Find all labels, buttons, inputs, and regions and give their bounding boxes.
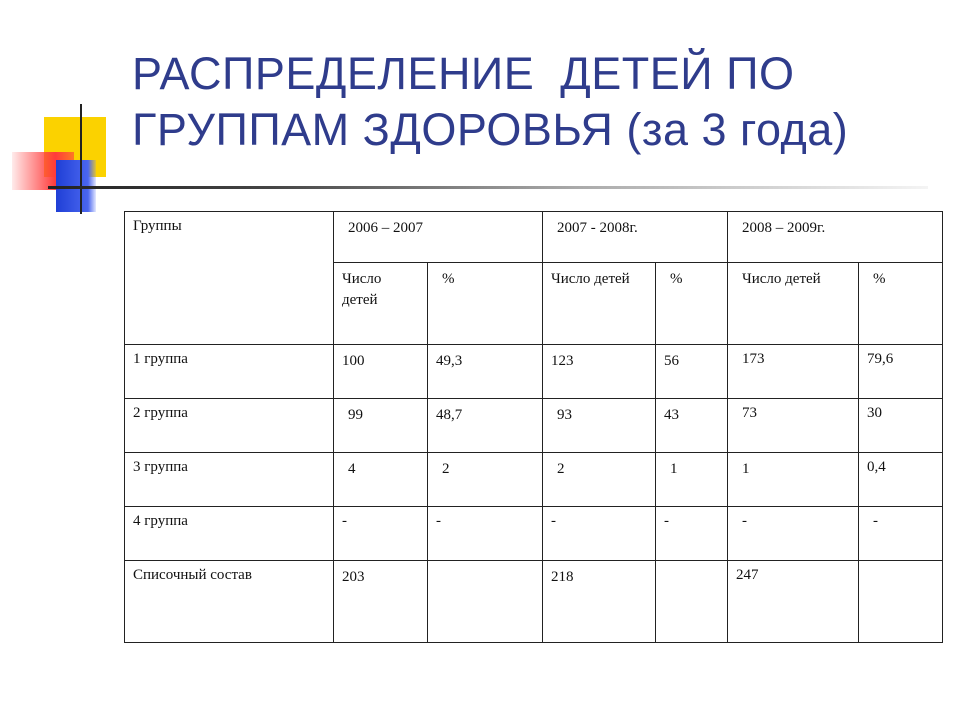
cell-count-3: 247 [728, 561, 859, 643]
slide-title-line-1: РАСПРЕДЕЛЕНИЕ ДЕТЕЙ ПО [132, 48, 795, 99]
cell-count-3: 173 [728, 345, 859, 399]
row-label: 1 группа [125, 345, 334, 399]
cell-pct-2 [656, 561, 728, 643]
subheader-count-3: Число детей [728, 263, 859, 345]
cell-pct-3 [859, 561, 943, 643]
cell-count-2: 2 [543, 453, 656, 507]
subheader-count-2: Число детей [543, 263, 656, 345]
row-label: 4 группа [125, 507, 334, 561]
cell-pct-3: 79,6 [859, 345, 943, 399]
cell-pct-1: 48,7 [428, 399, 543, 453]
cell-count-2: 218 [543, 561, 656, 643]
table-row [125, 345, 943, 399]
cell-pct-1: - [428, 507, 543, 561]
header-year-1: 2006 – 2007 [334, 212, 543, 263]
title-underline [48, 186, 928, 189]
cell-pct-1: 2 [428, 453, 543, 507]
cell-count-2: - [543, 507, 656, 561]
table-row [125, 561, 943, 643]
cell-count-3: 1 [728, 453, 859, 507]
cell-count-3: - [728, 507, 859, 561]
cell-count-1: 203 [334, 561, 428, 643]
cell-count-1: 100 [334, 345, 428, 399]
cell-count-3: 73 [728, 399, 859, 453]
slide-title-line-2: ГРУППАМ ЗДОРОВЬЯ (за 3 года) [132, 104, 849, 155]
cell-pct-3: 30 [859, 399, 943, 453]
table-row [125, 507, 943, 561]
table-header-row [125, 212, 943, 263]
cell-pct-1: 49,3 [428, 345, 543, 399]
cell-count-1: 99 [334, 399, 428, 453]
cell-pct-2: 56 [656, 345, 728, 399]
cell-count-2: 93 [543, 399, 656, 453]
cell-count-2: 123 [543, 345, 656, 399]
row-label: 2 группа [125, 399, 334, 453]
row-label: 3 группа [125, 453, 334, 507]
header-groups: Группы [125, 212, 334, 345]
cell-pct-2: 1 [656, 453, 728, 507]
header-year-3: 2008 – 2009г. [728, 212, 943, 263]
slide-title [132, 46, 932, 158]
health-groups-table [124, 211, 943, 643]
decorative-vertical-line [80, 104, 82, 214]
table-row [125, 453, 943, 507]
subheader-pct-3: % [859, 263, 943, 345]
cell-pct-2: - [656, 507, 728, 561]
header-year-2: 2007 - 2008г. [543, 212, 728, 263]
subheader-pct-1: % [428, 263, 543, 345]
subheader-pct-2: % [656, 263, 728, 345]
cell-count-1: 4 [334, 453, 428, 507]
cell-pct-1 [428, 561, 543, 643]
row-label: Списочный состав [125, 561, 334, 643]
subheader-count-1: Число детей [334, 263, 428, 345]
cell-pct-2: 43 [656, 399, 728, 453]
cell-pct-3: 0,4 [859, 453, 943, 507]
table-row [125, 399, 943, 453]
cell-count-1: - [334, 507, 428, 561]
cell-pct-3: - [859, 507, 943, 561]
